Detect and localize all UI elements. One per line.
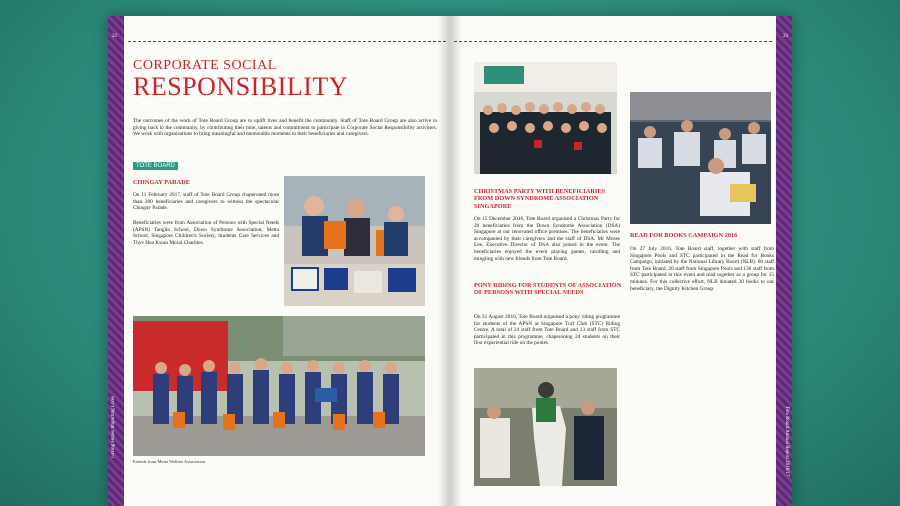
chingay-heading: CHINGAY PARADE (133, 179, 190, 186)
reading-photo (630, 92, 771, 224)
right-page-number: 23 (783, 34, 788, 39)
left-dotted-rule (128, 41, 446, 42)
christmas-photo (474, 62, 617, 174)
books-para: On 27 July 2016, Tote Board staff, together with staff from Singapore Pools and STC participated in the Read for Books Campaign, initiated by the National Library Board (NLB). 60 staff from Tote Board, 20 staff from Singapore Pools and 136 staff from STC participated in this event and read together as a group for 15 minutes. For this collective effort, NLB donated 20 books to our beneficiary, the Dignity Kitchen Group. (630, 246, 774, 292)
title-line2: RESPONSIBILITY (133, 72, 349, 101)
pony-heading: PONY RIDING FOR STUDENTS OF ASSOCIATION OF PERSONS WITH SPECIAL NEEDS (474, 282, 622, 297)
intro-paragraph: The outcomes of the work of Tote Board Group are to uplift lives and benefit the community. Staff of Tote Board Group are also active in giving back to the community, by contributing their time, talents and commitment to participate in Corporate Social Responsibility activities. We work with organisations to bring meaningful and memorable moments to their beneficiaries and caregivers. (133, 118, 437, 138)
group-photo-caption: Friends from Metta Welfare Association (133, 459, 206, 464)
annual-report-spread (108, 16, 792, 506)
pony-para: On 31 August 2016, Tote Board organised a pony riding programme for students of the APSN at Singapore Turf Club (STC) Riding Centre. A total of 24 staff from Tote Board and 13 staff from STC participated in this programme, chaperoning 24 students on their first experiential ride on the ponies. (474, 314, 620, 347)
chingay-para1: On 11 February 2017, staff of Tote Board Group chaperoned more than 200 beneficiaries and caregivers to witness the spectacular Chingay Parade. (133, 192, 279, 212)
chingay-photo (284, 176, 425, 306)
left-side-text: Giving Hopes Impacting Lives (111, 396, 116, 458)
books-heading: READ FOR BOOKS CAMPAIGN 2016 (630, 232, 738, 239)
right-dotted-rule (454, 41, 772, 42)
group-photo (133, 316, 425, 456)
section-tag: TOTE BOARD (133, 162, 178, 170)
title-line1: CORPORATE SOCIAL (133, 58, 277, 73)
right-page (450, 16, 792, 506)
right-side-text: Tote Board Annual Report 2016/17 (784, 406, 789, 477)
chingay-para2: Beneficiaries were from Association of Persons with Special Needs (APSN) Tanglin School, Down Syndrome Association, Metta School, Singapore Children's Society, Students Care Services and Thye Hua Kwan Moral Charities. (133, 220, 279, 246)
left-page (108, 16, 450, 506)
christmas-heading: CHRISTMAS PARTY WITH BENEFICIARIES FROM DOWN SYNDROME ASSOCIATION SINGAPORE (474, 188, 606, 210)
christmas-para: On 15 December 2016, Tote Board organised a Christmas Party for 20 beneficiaries from the Down Syndrome Association (DSA) Singapore at our renovated office premises. The beneficiaries were accompanied by their caregivers and the staff of DSA. Mr Moses Lee, Executive Director of DSA also joined in the event. The beneficiaries enjoyed the event playing games, carolling and mingling with new friends from Tote Board. (474, 216, 620, 262)
pony-photo (474, 368, 617, 486)
left-page-number: 22 (112, 34, 117, 39)
